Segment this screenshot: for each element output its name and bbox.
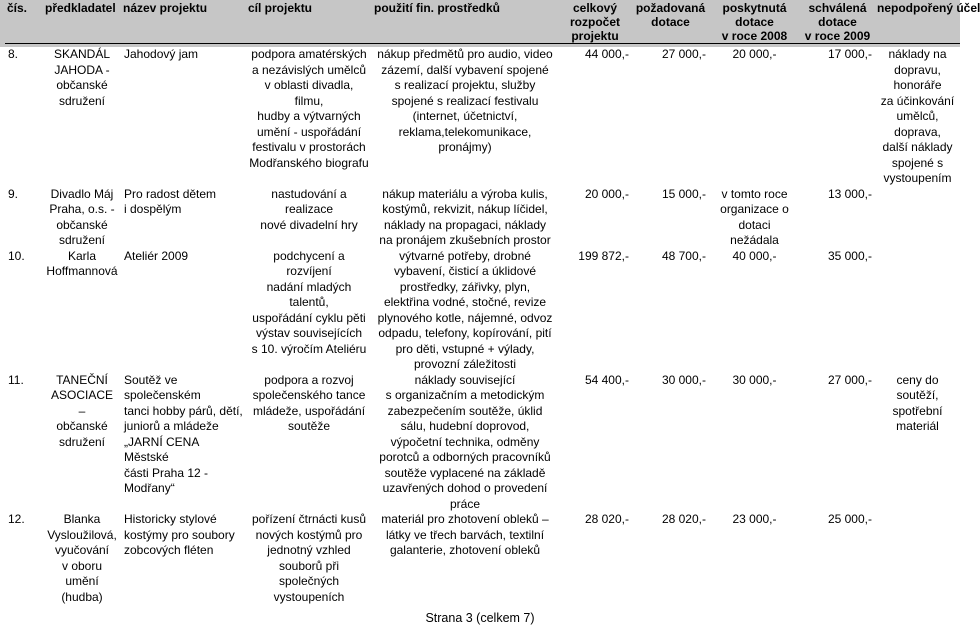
cell-pouziti-line: s realizací projektu, služby [394,78,536,92]
cell-pouziti-line: nákup materiálu a výroba kulis, [382,186,548,201]
cell-nazev [121,373,246,513]
cell-poskytnuta-line: 20 000,- [732,47,777,61]
cell-nazev-line: Pro radost dětem [124,186,217,201]
cell-nepodporeny-line: umělců, doprava, [894,109,941,139]
table-row [5,44,960,187]
cell-nazev [121,249,246,373]
cell-cil [246,373,372,513]
cell-poskytnuta [709,44,800,187]
cell-pouziti-line: galanterie, zhotovení obleků [389,543,541,557]
cell-poskytnuta-line: organizace o [720,202,789,216]
cell-poskytnuta [709,187,800,249]
cell-schvalena: 27 000,- [827,372,872,387]
cell-pouziti-line: pro děti, vstupné + výlady, [395,341,535,356]
cell-poskytnuta-line: 30 000,- [732,372,777,387]
cell-predkladatel-line: občanské [56,217,108,232]
cell-predkladatel-line: v oboru umění [61,558,103,588]
cell-nepodporeny-line: za účinkování [880,93,955,108]
cell-predkladatel-line: vyučování [54,543,110,557]
header-nazev: název projektu [121,1,246,44]
cell-predkladatel-line: Divadlo Máj [50,186,114,201]
cell-pouziti-line: zázemí, další vybavení spojené [381,62,549,77]
cell-nepodporeny-line: ceny do soutěží, [896,372,939,402]
cell-pouziti-line: reklama,telekomunikace, [398,124,532,139]
cell-schvalena: 17 000,- [827,47,872,61]
cell-pozadovana: 27 000,- [661,47,706,61]
cell-predkladatel [43,249,121,373]
cell-nazev-line: Soutěž ve společenském [124,372,201,402]
cell-pouziti-line: odpadu, telefony, kopírování, pití [378,326,552,340]
cell-celkovy: 28 020,- [584,512,629,526]
cell-pouziti-line: sálu, hudební doprovod, [400,419,530,433]
cell-cil-line: jednotný vzhled [267,543,351,557]
cell-nazev [121,512,246,605]
cell-nazev-line: Ateliér 2009 [124,248,189,263]
cell-nazev-line: kostýmy pro soubory [124,527,235,542]
cell-cil-line: v oblasti divadla, filmu, [264,78,354,108]
cell-pouziti-line: zabezpečením soutěže, úklid [387,403,543,418]
header-pozadovana: požadovaná dotace [632,1,709,44]
cell-pouziti [372,512,558,605]
cell-predkladatel-line: občanské [56,78,108,92]
cell-cil-line: nadání mladých talentů, [266,279,352,309]
cell-cil-line: soutěže [287,419,331,433]
cell-poskytnuta-line: nežádala [730,233,779,247]
cell-pouziti-line: látky ve třech barvách, textilní [385,527,545,542]
cell-cil-line: mládeže, uspořádání [252,403,366,418]
cell-nazev [121,44,246,187]
cell-cil-line: výstav souvisejících [255,326,363,340]
cell-pouziti-line: pronájmy) [438,140,492,154]
cell-cil-line: společenského tance [252,388,366,402]
cell-celkovy: 54 400,- [584,372,629,387]
cell-pozadovana: 30 000,- [661,372,706,387]
cell-predkladatel-line: Praha, o.s. - [49,202,115,216]
cell-nepodporeny-line: spojené s [891,155,944,170]
page-footer: Strana 3 (celkem 7) [425,611,535,625]
cell-nazev-line: juniorů a mládeže [124,419,219,433]
cell-pouziti-line: spojené s realizací festivalu [391,93,539,108]
table-row [5,512,960,605]
cell-pouziti-line: výtvarné potřeby, drobné [399,248,531,263]
cell-predkladatel-line: sdružení [58,93,106,108]
cell-predkladatel-line: Vysloužilová, [47,527,117,542]
cell-predkladatel [43,44,121,187]
header-pouziti: použití fin. prostředků [372,1,558,44]
cell-schvalena: 25 000,- [827,512,872,526]
cell-pouziti-line: porotců a odborných pracovníků [379,450,551,464]
cell-cil-line: podchycení a rozvíjení [273,248,345,278]
cell-pozadovana: 28 020,- [661,512,706,526]
cell-poskytnuta [709,249,800,373]
grant-table [5,1,980,605]
cell-predkladatel-line: občanské [56,419,108,433]
cell-predkladatel-line: Blanka [63,512,101,526]
cell-pouziti-line: náklady na propagaci, náklady [383,217,547,232]
cell-celkovy: 20 000,- [584,186,629,201]
cell-cil-line: uspořádání cyklu pěti [252,310,366,325]
cell-cis: 8. [8,47,19,61]
cell-nazev [121,187,246,249]
cell-pouziti [372,44,558,187]
cell-nepodporeny-line: další náklady [882,140,953,154]
cell-cil-line: umění - uspořádání [256,124,362,139]
header-predkladatel: předkladatel [43,1,121,44]
cell-cil-line: pořízení čtrnácti kusů [251,512,367,526]
cell-nepodporeny [875,373,960,513]
header-celkovy: celkový rozpočet projektu [558,1,632,44]
cell-predkladatel [43,512,121,605]
cell-cil-line: festivalu v prostorách [252,140,366,154]
cell-predkladatel-line: sdružení [58,434,106,449]
table-body [5,44,960,606]
header-cis: čís. [5,1,43,44]
cell-predkladatel-line: (hudba) [61,589,103,604]
cell-nepodporeny-line: spotřební materiál [892,403,943,433]
cell-pouziti [372,187,558,249]
cell-cil [246,44,372,187]
cell-nazev-line: „JARNÍ CENA Městské [124,434,199,464]
cell-nazev-line: části Praha 12 - [124,465,209,480]
cell-cil-line: podpora a rozvoj [264,372,354,387]
cell-cil-line: s 10. výročím Ateliéru [251,341,367,356]
cell-predkladatel-line: ASOCIACE – [50,388,113,418]
cell-celkovy: 44 000,- [584,47,629,61]
cell-nepodporeny [875,187,960,249]
cell-poskytnuta-line: 40 000,- [732,248,777,263]
table-header [5,1,980,44]
cell-nazev-line: Jahodový jam [124,47,199,61]
cell-nepodporeny [875,512,960,605]
cell-nepodporeny [875,249,960,373]
cell-pouziti-line: provozní záležitosti [413,357,517,371]
cell-pouziti-line: práce [449,496,481,511]
cell-cis: 10. [8,248,25,263]
cell-predkladatel [43,373,121,513]
cell-pouziti-line: na pronájem zkušebních prostor [379,233,551,247]
cell-pouziti [372,249,558,373]
header-poskytnuta: poskytnutá dotace v roce 2008 [709,1,800,44]
cell-cil-line: hudby a výtvarných [257,109,361,123]
cell-schvalena: 13 000,- [827,186,872,201]
cell-predkladatel-line: SKANDÁL [53,47,111,61]
cell-poskytnuta-line: dotaci [738,217,771,232]
cell-predkladatel-line: TANEČNÍ [56,372,108,387]
cell-cis: 9. [8,186,19,201]
cell-predkladatel-line: Hoffmannová [46,264,118,278]
cell-pouziti-line: výpočetní technika, odměny [390,434,540,449]
cell-cil-line: Modřanského biografu [249,155,369,170]
cell-poskytnuta-line: v tomto roce [721,186,788,201]
cell-pouziti-line: prostředky, zářivky, plyn, [399,279,531,294]
cell-cil [246,187,372,249]
cell-pozadovana: 15 000,- [661,186,706,201]
cell-pouziti-line: náklady související [414,372,516,387]
cell-nazev-line: zobcových fléten [124,543,214,557]
cell-predkladatel-line: Karla [67,248,96,263]
cell-cil-line: nových kostýmů pro [255,527,363,542]
cell-nazev-line: tanci hobby párů, dětí, [124,403,243,418]
cell-pouziti-line: nákup předmětů pro audio, video [377,47,553,61]
header-nepodporeny: nepodpořený účel [875,1,960,44]
cell-pouziti-line: materiál pro zhotovení obleků – [381,512,549,526]
cell-predkladatel-line: JAHODA - [54,62,110,77]
cell-cis: 11. [8,372,24,387]
cell-celkovy: 199 872,- [578,248,629,263]
cell-pozadovana: 48 700,- [661,248,706,263]
cell-cil-line: nové divadelní hry [260,217,358,232]
cell-pouziti-line: kostýmů, rekvizit, nákup líčidel, [382,202,548,216]
cell-cil-line: vystoupeních [273,589,345,604]
cell-poskytnuta [709,373,800,513]
cell-schvalena: 35 000,- [827,248,872,263]
cell-nepodporeny [875,44,960,187]
cell-cil-line: nastudování a realizace [271,186,347,216]
cell-poskytnuta [709,512,800,605]
cell-pouziti-line: vybavení, čisticí a úklidové [393,264,537,278]
cell-poskytnuta-line: 23 000,- [732,512,777,526]
cell-pouziti [372,373,558,513]
cell-pouziti-line: uzavřených dohod o provedení [382,481,548,495]
cell-pouziti-line: elektřina vodné, stočné, revize [383,295,547,309]
table-row [5,187,960,249]
cell-nazev-line: Modřany“ [124,481,175,495]
cell-nazev-line: Historicky stylové [124,512,217,526]
header-schvalena: schválená dotace v roce 2009 [800,1,875,44]
table-row [5,373,960,513]
cell-pouziti-line: soutěže vyplacené na základě [384,465,546,480]
cell-predkladatel-line: sdružení [58,233,106,247]
cell-nepodporeny-line: vystoupením [883,171,952,185]
cell-predkladatel [43,187,121,249]
cell-cil [246,512,372,605]
cell-cil [246,249,372,373]
cell-nazev-line: i dospělým [124,202,182,216]
cell-pouziti-line: plynového kotle, nájemné, odvoz [377,310,553,325]
cell-pouziti-line: s organizačním a metodickým [385,388,545,402]
cell-nepodporeny-line: dopravu, honoráře [893,62,942,92]
cell-pouziti-line: (internet, účetnictví, [412,109,518,123]
cell-cil-line: podpora amatérských [251,47,367,61]
cell-cil-line: souborů při společných [278,558,340,588]
cell-cis: 12. [8,512,25,526]
cell-nepodporeny-line: náklady na [888,47,947,61]
cell-cil-line: a nezávislých umělců [251,62,367,77]
table-row [5,249,960,373]
header-cil: cíl projektu [246,1,372,44]
